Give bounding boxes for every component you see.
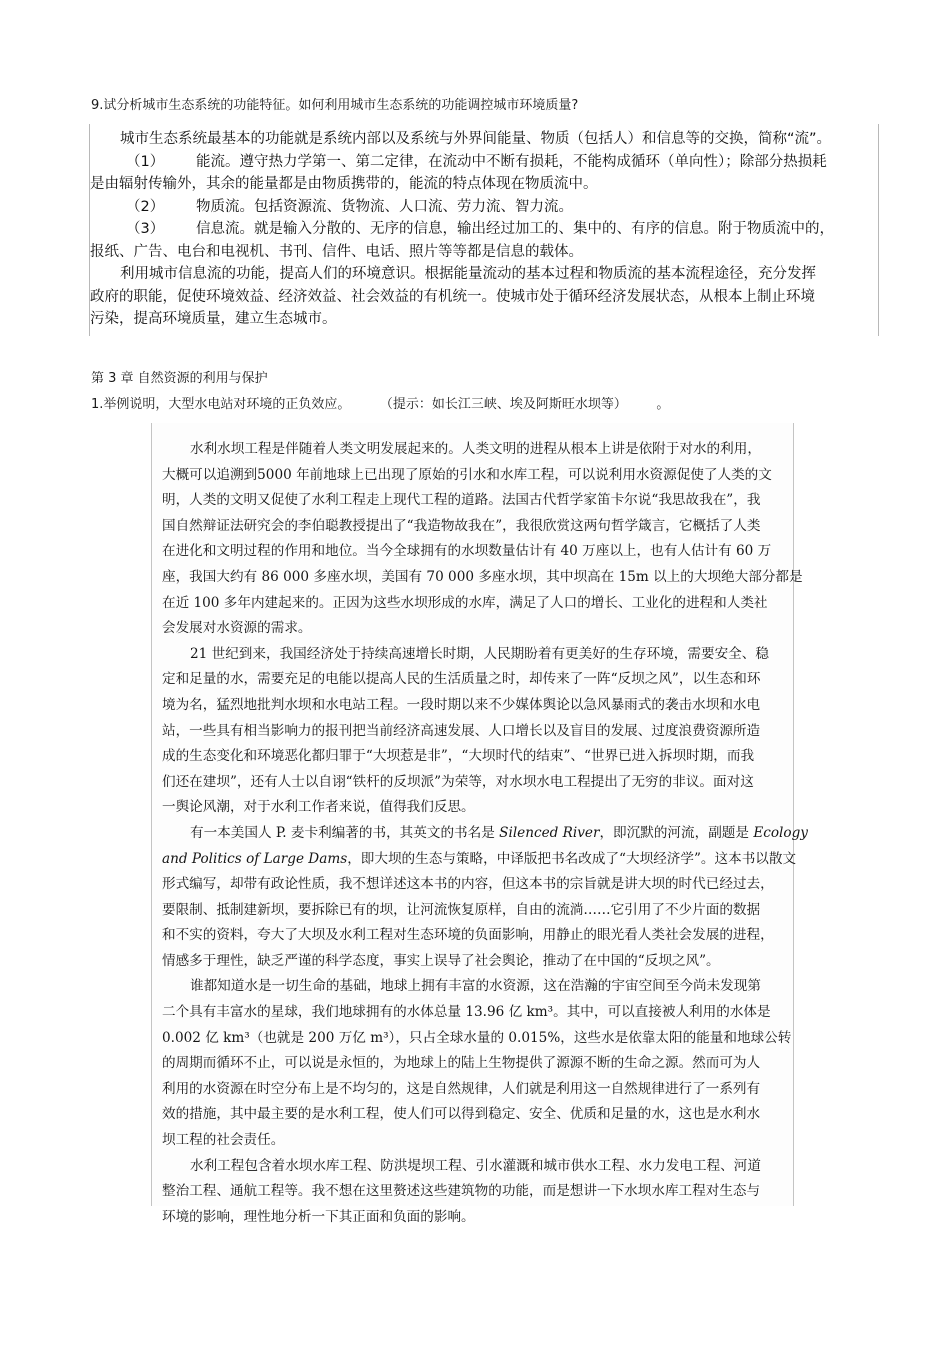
- book-text: ，即沉默的河流，副题是: [599, 824, 754, 841]
- book-line: 在近 100 多年内建起来的。正因为这些水坝形成的水库，满足了人口的增长、工业化的进程和人类社: [162, 594, 768, 611]
- answer-9-item-2: [90, 196, 878, 219]
- book-line: 要限制、抵制建新坝，要拆除已有的坝，让河流恢复原样，自由的流淌……它引用了不少片面的数据: [162, 901, 761, 918]
- item-marker: （1）: [126, 153, 165, 170]
- book-title-en: Silenced River: [499, 824, 600, 841]
- answer-9-line: 物质流。包括资源流、货物流、人口流、劳力流、智力流。: [196, 198, 573, 215]
- book-line: 境为名，猛烈地批判水坝和水电站工程。一段时期以来不少媒体舆论以急风暴雨式的袭击水坝和水电: [162, 696, 761, 713]
- book-line: 水利水坝工程是伴随着人类文明发展起来的。人类文明的进程从根本上讲是依附于对水的利用，: [190, 441, 761, 457]
- book-line: 国自然辩证法研究会的李伯聪教授提出了“我造物故我在”，我很欣赏这两句哲学箴言，它概括了人类: [162, 517, 761, 534]
- answer-9-scan: [89, 124, 879, 336]
- question-9: 9.试分析城市生态系统的功能特征。如何利用城市生态系统的功能调控城市环境质量?: [91, 98, 579, 113]
- book-line: 21 世纪到来，我国经济处于持续高速增长时期，人民期盼着有更美好的生存环境，需要安全、稳: [190, 645, 769, 662]
- question-1-text: 1.举例说明，大型水电站对环境的正负效应。: [91, 397, 351, 412]
- answer-9-line: 利用城市信息流的功能，提高人们的环境意识。根据能量流动的基本过程和物质流的基本流程途径，充分发挥: [120, 266, 816, 282]
- book-line: 整治工程、通航工程等。我不想在这里赘述这些建筑物的功能，而是想讲一下水坝水库工程对生态与: [162, 1183, 761, 1200]
- book-line: 水利工程包含着水坝水库工程、防洪堤坝工程、引水灌溉和城市供水工程、水力发电工程、河道: [190, 1157, 761, 1174]
- book-line: 情感多于理性，缺乏严谨的科学态度，事实上误导了社会舆论，推动了在中国的“反坝之风”。: [162, 952, 720, 969]
- item-marker: （3）: [126, 221, 165, 237]
- book-line: 的周期而循环不止，可以说是永恒的，为地球上的陆上生物提供了源源不断的生命之源。然而可为人: [162, 1055, 761, 1072]
- answer-9-line: 报纸、广告、电台和电视机、书刊、信件、电话、照片等等都是信息的载体。: [90, 243, 583, 260]
- answer-9-line: 城市生态系统最基本的功能就是系统内部以及系统与外界间能量、物质（包括人）和信息等的交换，简称“流”。: [120, 131, 832, 147]
- book-line: 谁都知道水是一切生命的基础，地球上拥有丰富的水资源，这在浩瀚的宇宙空间至今尚未发现第: [190, 978, 761, 995]
- answer-9-item-1: [90, 151, 878, 174]
- book-page-scan: [151, 423, 808, 1225]
- book-line: 和不实的资料，夸大了大坝及水利工程对生态环境的负面影响，用静止的眼光看人类社会发展的进程，: [162, 927, 774, 944]
- book-line: 0.002 亿 km³（也就是 200 万亿 m³），只占全球水量的 0.015%，这些水是依靠太阳的能量和地球公转: [162, 1029, 792, 1046]
- chapter-heading: 第 3 章 自然资源的利用与保护: [91, 371, 268, 386]
- answer-9-line: 信息流。就是输入分散的、无序的信息，输出经过加工的、集中的、有序的信息。附于物质流中的，: [196, 221, 834, 237]
- book-line: 一舆论风潮，对于水利工作者来说，值得我们反思。: [162, 799, 475, 816]
- book-line: 坝工程的社会责任。: [162, 1132, 285, 1149]
- question-1-end: 。: [656, 397, 670, 412]
- book-line: 效的措施，其中最主要的是水利工程，使人们可以得到稳定、安全、优质和足量的水，这也是水利水: [162, 1106, 761, 1123]
- book-line: 在进化和文明过程的作用和地位。当今全球拥有的水坝数量估计有 40 万座以上，也有人估计有 60 万: [162, 543, 772, 560]
- book-line: 定和足量的水，需要充足的电能以提高人民的生活质量之时，却传来了一阵“反坝之风”，以生态和环: [162, 671, 761, 688]
- book-line: 利用的水资源在时空分布上是不均匀的，这是自然规律，人们就是利用这一自然规律进行了一系列有: [162, 1080, 761, 1097]
- answer-9-line: 能流。遵守热力学第一、第二定律，在流动中不断有损耗，不能构成循环（单向性）；除部分热损耗: [196, 153, 827, 170]
- question-1: [91, 396, 669, 414]
- book-subtitle-en: Ecology: [753, 824, 808, 841]
- book-line: 形式编写，却带有政论性质，我不想详述这本书的内容，但这本书的宗旨就是讲大坝的时代已经过去，: [162, 876, 774, 893]
- book-line: 明，人类的文明又促使了水利工程走上现代工程的道路。法国古代哲学家笛卡尔说“我思故我在”，我: [162, 492, 761, 509]
- answer-9-line: 政府的职能，促使环境效益、经济效益、社会效益的有机统一。使城市处于循环经济发展状态，从根本上制止环境: [90, 288, 815, 305]
- book-line: 们还在建坝”，还有人士以自诩“铁杆的反坝派”为荣等，对水坝水电工程提出了无穷的非议。面对这: [162, 773, 754, 790]
- book-text: ，即大坝的生态与策略，中译版把书名改成了“大坝经济学”。这本书以散文: [347, 850, 797, 867]
- book-line: 站，一些具有相当影响力的报刊把当前经济高速发展、人口增长以及盲目的发展、过度浪费资源所造: [162, 722, 761, 739]
- book-line: 会发展对水资源的需求。: [162, 620, 312, 637]
- book-line: 环境的影响，理性地分析一下其正面和负面的影响。: [162, 1208, 475, 1225]
- book-text: 有一本美国人 P. 麦卡利编著的书，其英文的书名是: [190, 824, 500, 841]
- answer-9-line: 污染，提高环境质量，建立生态城市。: [90, 311, 337, 327]
- answer-9-item-3: [90, 218, 878, 241]
- book-subtitle-en: and Politics of Large Dams: [162, 850, 348, 867]
- question-1-hint: （提示：如长江三峡、埃及阿斯旺水坝等）: [386, 397, 621, 412]
- book-line: 二个具有丰富水的星球，我们地球拥有的水体总量 13.96 亿 km³。其中，可以直接被人利用的水体是: [162, 1004, 771, 1021]
- book-line: [162, 821, 808, 847]
- answer-9-line: 是由辐射传输外，其余的能量都是由物质携带的，能流的特点体现在物质流中。: [90, 176, 598, 192]
- item-marker: （2）: [126, 198, 165, 215]
- book-line: [162, 847, 797, 873]
- book-line: 座，我国大约有 86 000 多座水坝，美国有 70 000 多座水坝，其中坝高在 15m 以上的大坝绝大部分都是: [162, 568, 803, 585]
- book-line: 大概可以追溯到5000 年前地球上已出现了原始的引水和水库工程，可以说利用水资源促使了人类的文: [162, 466, 772, 483]
- book-line: 成的生态变化和环境恶化都归罪于“大坝惹是非”，“大坝时代的结束”、“世界已进入拆坝时期，而我: [162, 748, 755, 765]
